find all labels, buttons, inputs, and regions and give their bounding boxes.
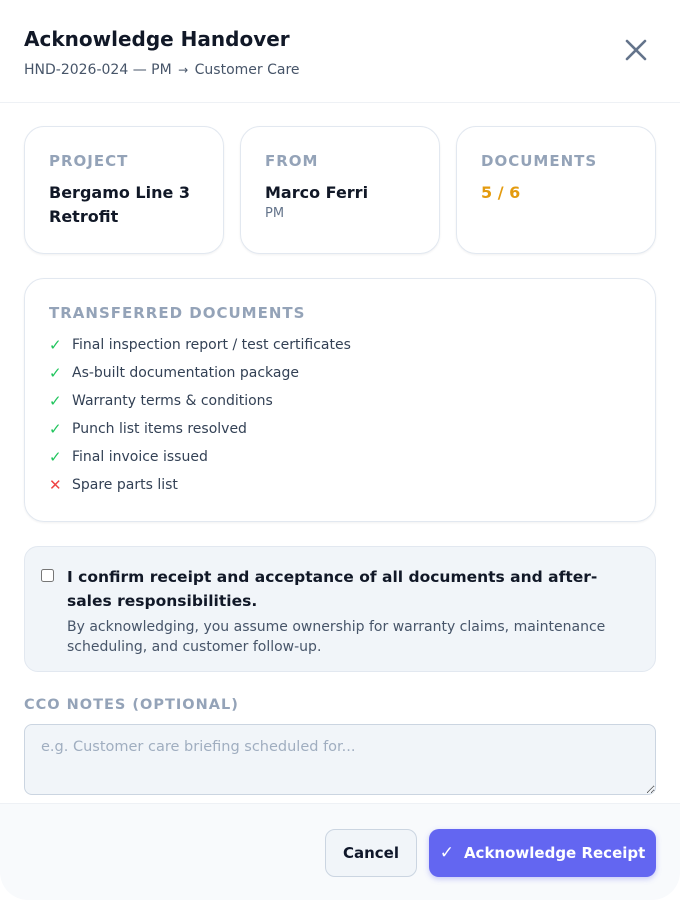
check-icon: ✓ (49, 364, 62, 382)
summary-cards (24, 126, 656, 254)
route-arrow-icon: → (178, 63, 189, 77)
confirm-checkbox[interactable] (41, 569, 54, 582)
from-card (240, 126, 440, 254)
from-role: PM (265, 206, 285, 221)
subtitle-dash: — (132, 62, 147, 78)
handover-from-role: PM (151, 62, 172, 78)
document-item-label: As-built documentation package (72, 365, 299, 381)
check-icon: ✓ (49, 392, 62, 410)
dialog-header (0, 0, 680, 103)
document-item (49, 387, 631, 415)
check-icon: ✓ (49, 336, 62, 354)
from-name: Marco Ferri (265, 183, 369, 202)
project-value: Bergamo Line 3 Retrofit (49, 183, 191, 226)
notes-textarea[interactable] (24, 724, 656, 795)
check-icon: ✓ (49, 420, 62, 438)
confirm-text (67, 565, 635, 671)
document-list (49, 331, 631, 499)
handover-to-team: Customer Care (194, 62, 300, 78)
handover-route (24, 61, 656, 79)
check-icon: ✓ (49, 448, 62, 466)
acknowledge-receipt-button[interactable] (429, 829, 656, 877)
cross-icon: ✕ (49, 476, 62, 494)
from-label: FROM (265, 152, 319, 170)
close-button[interactable] (624, 36, 648, 64)
document-item (49, 415, 631, 443)
notes-label: CCO NOTES (OPTIONAL) (24, 697, 239, 713)
check-icon: ✓ (439, 843, 454, 863)
document-item-label: Spare parts list (72, 477, 178, 493)
dialog-title: Acknowledge Handover (24, 27, 290, 51)
project-label: PROJECT (49, 152, 129, 170)
document-item (49, 471, 631, 499)
confirm-description: By acknowledging, you assume ownership for warranty claims, maintenance scheduling, and customer follow-up. (67, 619, 606, 655)
transferred-documents-title: TRANSFERRED DOCUMENTS (49, 304, 306, 322)
document-item (49, 359, 631, 387)
handover-ref: HND-2026-024 (24, 62, 129, 78)
document-item-label: Warranty terms & conditions (72, 393, 273, 409)
project-card (24, 126, 224, 254)
document-item-label: Final invoice issued (72, 449, 208, 465)
dialog-footer (0, 803, 680, 900)
cancel-button[interactable]: Cancel (325, 829, 417, 877)
close-icon (624, 36, 648, 64)
confirm-label: I confirm receipt and acceptance of all documents and after-sales responsibilities. (67, 568, 598, 610)
documents-label: DOCUMENTS (481, 152, 598, 170)
documents-card (456, 126, 656, 254)
documents-count: 5 / 6 (481, 183, 521, 202)
document-item-label: Final inspection report / test certificates (72, 337, 351, 353)
confirm-panel (24, 546, 656, 672)
document-item-label: Punch list items resolved (72, 421, 247, 437)
document-item (49, 443, 631, 471)
transferred-documents-panel (24, 278, 656, 522)
document-item (49, 331, 631, 359)
acknowledge-receipt-label: Acknowledge Receipt (463, 844, 646, 862)
